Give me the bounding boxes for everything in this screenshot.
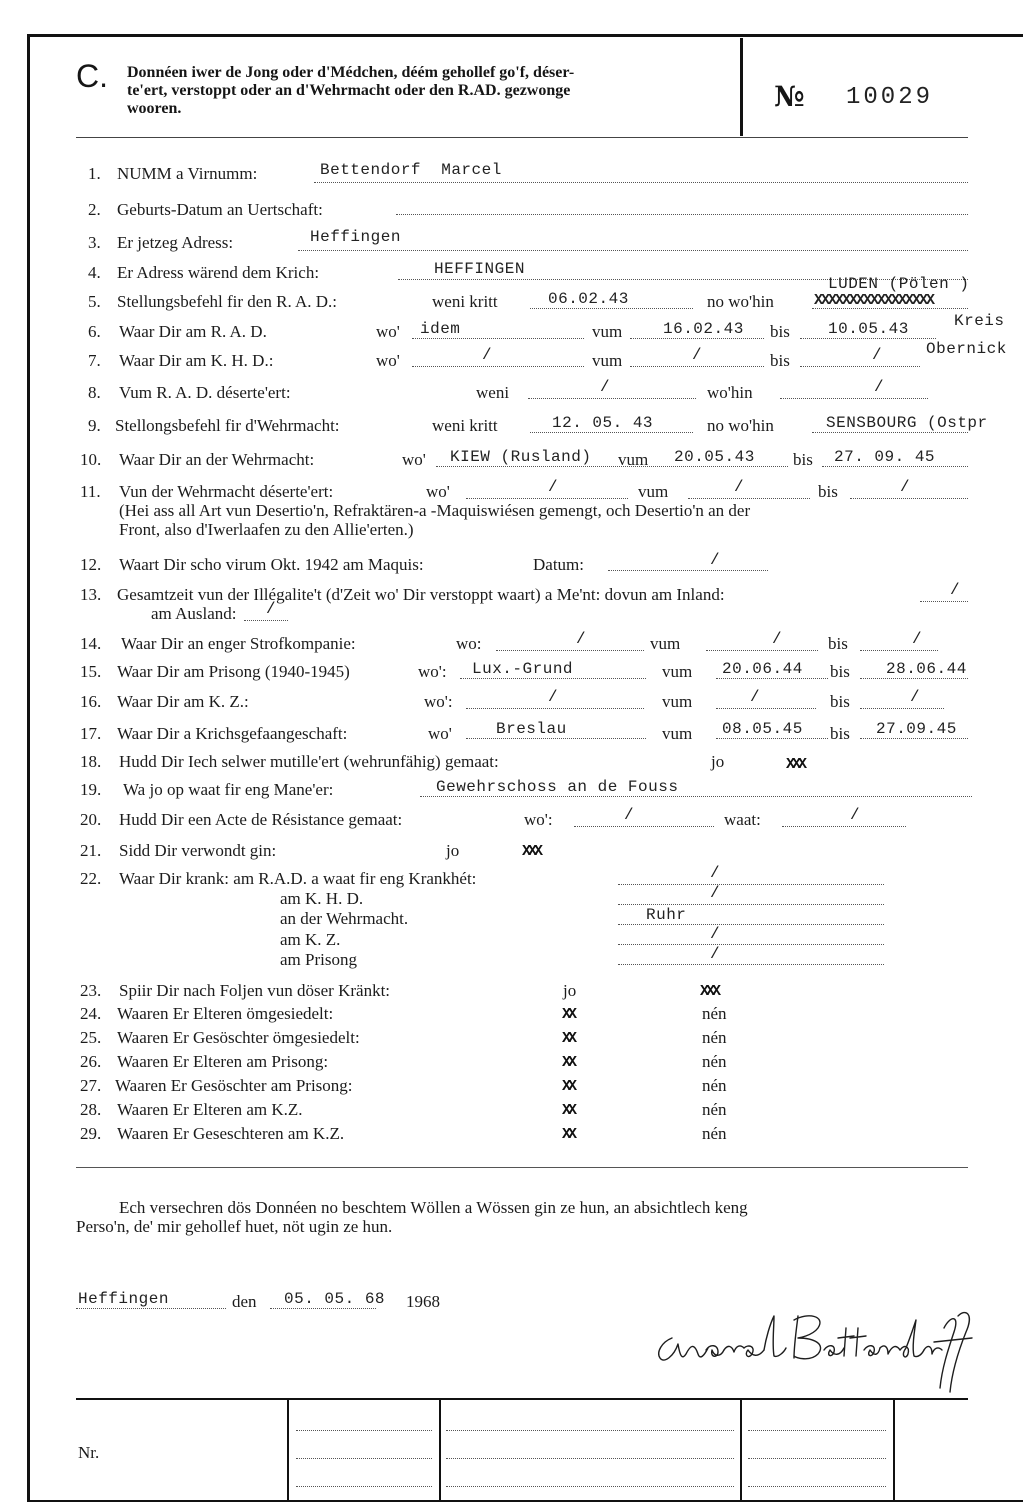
wo-label: wo' (402, 450, 426, 469)
row-number: 28. (80, 1100, 102, 1119)
wo-label: wo' (428, 724, 452, 743)
wo-label: wo': (424, 692, 453, 711)
where-label: no wo'hin (707, 416, 774, 435)
field-label: Waar Dir am K. H. D.: (119, 351, 274, 370)
row-number: 6. (88, 322, 101, 341)
field-label: Gesamtzeit vun der Illégalite't (d'Zeit wo' Dir verstoppt waart) a Me'nt: dovun am Inland: (117, 585, 725, 604)
desertion-to-date: / (900, 478, 911, 496)
field-label: Waar Dir am K. Z.: (117, 692, 249, 711)
row-number: 19. (80, 780, 102, 799)
illness-sub-label: am K. Z. (280, 930, 341, 949)
footer-column-divider (287, 1400, 289, 1502)
name-value: Bettendorf Marcel (320, 161, 502, 179)
footer-top-rule (76, 1398, 968, 1400)
illness-khd-value: / (710, 884, 721, 902)
rad-order-place-typed-over: LUDEN (Pölen ) (828, 275, 970, 293)
field-label: Waar Dir an enger Strofkompanie: (121, 634, 356, 653)
datum-label: Datum: (533, 555, 584, 574)
when-label: weni kritt (432, 292, 498, 311)
prison-to-date: 28.06.44 (886, 660, 967, 678)
row-number: 18. (80, 752, 102, 771)
resistance-place: / (624, 806, 635, 824)
field-label: Er jetzeg Adress: (117, 233, 234, 252)
nr-label: Nr. (78, 1443, 100, 1462)
bis-label: bis (770, 322, 790, 341)
row-number: 5. (88, 292, 101, 311)
illegality-abroad-value: / (266, 600, 277, 618)
footer-column-divider (893, 1400, 895, 1502)
field-label: Waar Dir am Prisong (1940-1945) (117, 662, 350, 681)
where-label: wo'hin (707, 383, 753, 402)
row-number: 13. (80, 585, 102, 604)
crossed-out-option: XX (562, 1006, 575, 1023)
field-label: NUMM a Virnumm: (117, 164, 258, 183)
vum-label: vum (592, 351, 623, 370)
jo-label: jo (711, 752, 725, 771)
nen-label: nén (702, 1028, 727, 1047)
bis-label: bis (830, 692, 850, 711)
footer-column-divider (740, 1400, 742, 1502)
rad-place-value: idem (420, 320, 461, 338)
maquis-date-value: / (710, 551, 721, 569)
crossed-out-option: XXX (700, 983, 719, 1000)
number-sign: № (774, 80, 805, 113)
rad-order-date: 06.02.43 (548, 290, 629, 308)
rad-from-date: 16.02.43 (663, 320, 744, 338)
row-number: 10. (80, 450, 102, 469)
illness-kz-value: / (710, 925, 721, 943)
illness-wehrmacht-value: Ruhr (646, 906, 687, 924)
khd-from-date: / (692, 346, 703, 364)
nen-label: nén (702, 1124, 727, 1143)
pow-to-date: 27.09.45 (876, 720, 957, 738)
when-label: weni kritt (432, 416, 498, 435)
crossed-out-option: XX (562, 1054, 575, 1071)
row-number: 20. (80, 810, 102, 829)
field-label: Hudd Dir een Acte de Résistance gemaat: (119, 810, 403, 829)
illness-prison-value: / (710, 945, 721, 963)
prison-from-date: 20.06.44 (722, 660, 803, 678)
signing-date: 05. 05. 68 (284, 1290, 386, 1308)
declaration-line-1: Ech versechren dös Donnéen no beschtem Wöllen a Wössen gin ze hun, an absichtlech keng (119, 1198, 748, 1217)
header-title (127, 64, 737, 118)
field-label: Stellongsbefehl fir d'Wehrmacht: (115, 416, 340, 435)
field-label: Waaren Er Elteren am Prisong: (117, 1052, 329, 1071)
nen-label: nén (702, 1052, 727, 1071)
field-label: Hudd Dir Iech selwer mutille'ert (wehrunfähig) gemaat: (119, 752, 499, 771)
desertion-from-date: / (734, 478, 745, 496)
vum-label: vum (662, 724, 693, 743)
vum-label: vum (618, 450, 649, 469)
field-label: Geburts-Datum an Uertschaft: (117, 200, 323, 219)
illness-rad-value: / (710, 864, 721, 882)
vum-label: vum (662, 662, 693, 681)
crossed-out-option: XX (562, 1030, 575, 1047)
field-label: Waaren Er Gesöschter am Prisong: (115, 1076, 353, 1095)
row-number: 1. (88, 164, 101, 183)
signature (648, 1298, 978, 1398)
nen-label: nén (702, 1004, 727, 1023)
row-number: 7. (88, 351, 101, 370)
wehrmacht-order-place: SENSBOURG (Ostpr (826, 414, 988, 432)
crossed-out-option: XX (562, 1078, 575, 1095)
wo-label: wo' (376, 351, 400, 370)
footer-column-divider (439, 1400, 441, 1502)
bis-label: bis (770, 351, 790, 370)
row-number: 27. (80, 1076, 102, 1095)
field-label: Spiir Dir nach Foljen vun döser Kränkt: (119, 981, 391, 1000)
waat-label: waat: (724, 810, 761, 829)
wo-label: wo' (426, 482, 450, 501)
illness-sub-label: am K. H. D. (280, 889, 364, 908)
self-mutilation-manner: Gewehrschoss an de Fouss (436, 778, 679, 796)
header-title-line-3: wooren. (127, 100, 182, 117)
current-address-value: Heffingen (310, 228, 401, 246)
bis-label: bis (793, 450, 813, 469)
illegality-inland-value: / (950, 581, 961, 599)
row-number: 23. (80, 981, 102, 1000)
den-label: den (232, 1292, 257, 1311)
wo-label: wo': (524, 810, 553, 829)
row-number: 2. (88, 200, 101, 219)
section-letter: C. (76, 58, 108, 94)
rad-order-place-struck: XXXXXXXXXXXXXXXXX (814, 292, 934, 309)
header-vertical-divider (740, 38, 743, 136)
when-label: weni (476, 383, 510, 402)
row-number: 14. (80, 634, 102, 653)
kz-to-date: / (910, 688, 921, 706)
section-rule (76, 1167, 968, 1168)
field-label: Waar Dir a Krichsgefaangeschaft: (117, 724, 348, 743)
row-number: 12. (80, 555, 102, 574)
signing-year: 1968 (406, 1292, 440, 1311)
bis-label: bis (830, 724, 850, 743)
header-title-line-2: te'ert, verstoppt oder an d'Wehrmacht oder den R.AD. gezwonge (127, 82, 571, 99)
row-number: 3. (88, 233, 101, 252)
rad-extra-note: Kreis (954, 312, 1005, 330)
desertion-note-line-1: (Hei ass all Art vun Desertio'n, Refraktären-a -Maquiswiésen gemengt, och Desertio'n an der (119, 501, 751, 520)
declaration-line-2: Perso'n, de' mir gehollef huet, nöt ugin ze hun. (76, 1217, 393, 1236)
wehrmacht-order-date: 12. 05. 43 (552, 414, 654, 432)
ausland-label: am Ausland: (151, 604, 237, 623)
row-number: 8. (88, 383, 101, 402)
wo-label: wo' (376, 322, 400, 341)
field-label: Waar Dir am R. A. D. (119, 322, 267, 341)
crossed-out-option: XXX (786, 756, 805, 773)
rad-desertion-date: / (600, 378, 611, 396)
crossed-out-option: XXX (522, 843, 541, 860)
penal-company-place: / (576, 630, 587, 648)
khd-extra-note: Obernick (926, 340, 1007, 358)
field-label: Er Adress wärend dem Krich: (117, 263, 320, 282)
form-number: 10029 (846, 84, 934, 111)
nen-label: nén (702, 1076, 727, 1095)
wo-label: wo: (456, 634, 482, 653)
vum-label: vum (638, 482, 669, 501)
row-number: 21. (80, 841, 102, 860)
row-number: 11. (80, 482, 101, 501)
jo-label: jo (446, 841, 460, 860)
pow-place-value: Breslau (496, 720, 567, 738)
vum-label: vum (662, 692, 693, 711)
field-label: Waaren Er Geseschteren am K.Z. (117, 1124, 345, 1143)
field-label: Waaren Er Gesöschter ömgesiedelt: (117, 1028, 360, 1047)
row-number: 17. (80, 724, 102, 743)
field-label: Waar Dir an der Wehrmacht: (119, 450, 315, 469)
wehrmacht-from-date: 20.05.43 (674, 448, 755, 466)
field-label: Waart Dir scho virum Okt. 1942 am Maquis: (119, 555, 424, 574)
field-label: Waar Dir krank: am R.A.D. a waat fir eng Krankhét: (119, 869, 477, 888)
row-number: 25. (80, 1028, 102, 1047)
rad-desertion-place: / (874, 378, 885, 396)
crossed-out-option: XX (562, 1102, 575, 1119)
row-number: 29. (80, 1124, 102, 1143)
kz-from-date: / (750, 688, 761, 706)
bis-label: bis (830, 662, 850, 681)
field-label: Vum R. A. D. déserte'ert: (119, 383, 291, 402)
row-number: 4. (88, 263, 101, 282)
where-label: no wo'hin (707, 292, 774, 311)
header-rule (76, 137, 968, 138)
field-label: Vun der Wehrmacht déserte'ert: (119, 482, 334, 501)
vum-label: vum (650, 634, 681, 653)
illness-sub-label: an der Wehrmacht. (280, 909, 409, 928)
crossed-out-option: XX (562, 1126, 575, 1143)
kz-place-value: / (548, 688, 559, 706)
signing-place: Heffingen (78, 1290, 169, 1308)
row-number: 15. (80, 662, 102, 681)
khd-place-value: / (482, 346, 493, 364)
desertion-place-value: / (548, 478, 559, 496)
header-title-line-1: Donnéen iwer de Jong oder d'Médchen, déém gehollef go'f, déser- (127, 64, 575, 81)
nen-label: nén (702, 1100, 727, 1119)
field-label: Wa jo op waat fir eng Mane'er: (123, 780, 334, 799)
vum-label: vum (592, 322, 623, 341)
field-label: Waaren Er Elteren am K.Z. (117, 1100, 303, 1119)
wehrmacht-to-date: 27. 09. 45 (834, 448, 936, 466)
wo-label: wo': (418, 662, 447, 681)
pow-from-date: 08.05.45 (722, 720, 803, 738)
field-label: Sidd Dir verwondt gin: (119, 841, 277, 860)
wehrmacht-place-value: KIEW (Rusland) (450, 448, 592, 466)
penal-company-from: / (772, 630, 783, 648)
row-number: 22. (80, 869, 102, 888)
rad-to-date: 10.05.43 (828, 320, 909, 338)
prison-place-value: Lux.-Grund (472, 660, 574, 678)
row-number: 16. (80, 692, 102, 711)
row-number: 26. (80, 1052, 102, 1071)
resistance-what: / (850, 806, 861, 824)
row-number: 24. (80, 1004, 102, 1023)
jo-label: jo (563, 981, 577, 1000)
bis-label: bis (818, 482, 838, 501)
row-number: 9. (88, 416, 101, 435)
field-label: Waaren Er Elteren ömgesiedelt: (117, 1004, 334, 1023)
penal-company-to: / (912, 630, 923, 648)
bis-label: bis (828, 634, 848, 653)
desertion-note-line-2: Front, also d'Iwerlaafen zu den Allie'erten.) (119, 520, 414, 539)
wartime-address-value: HEFFINGEN (434, 260, 525, 278)
field-label: Stellungsbefehl fir den R. A. D.: (117, 292, 338, 311)
illness-sub-label: am Prisong (280, 950, 357, 969)
khd-to-date: / (872, 346, 883, 364)
